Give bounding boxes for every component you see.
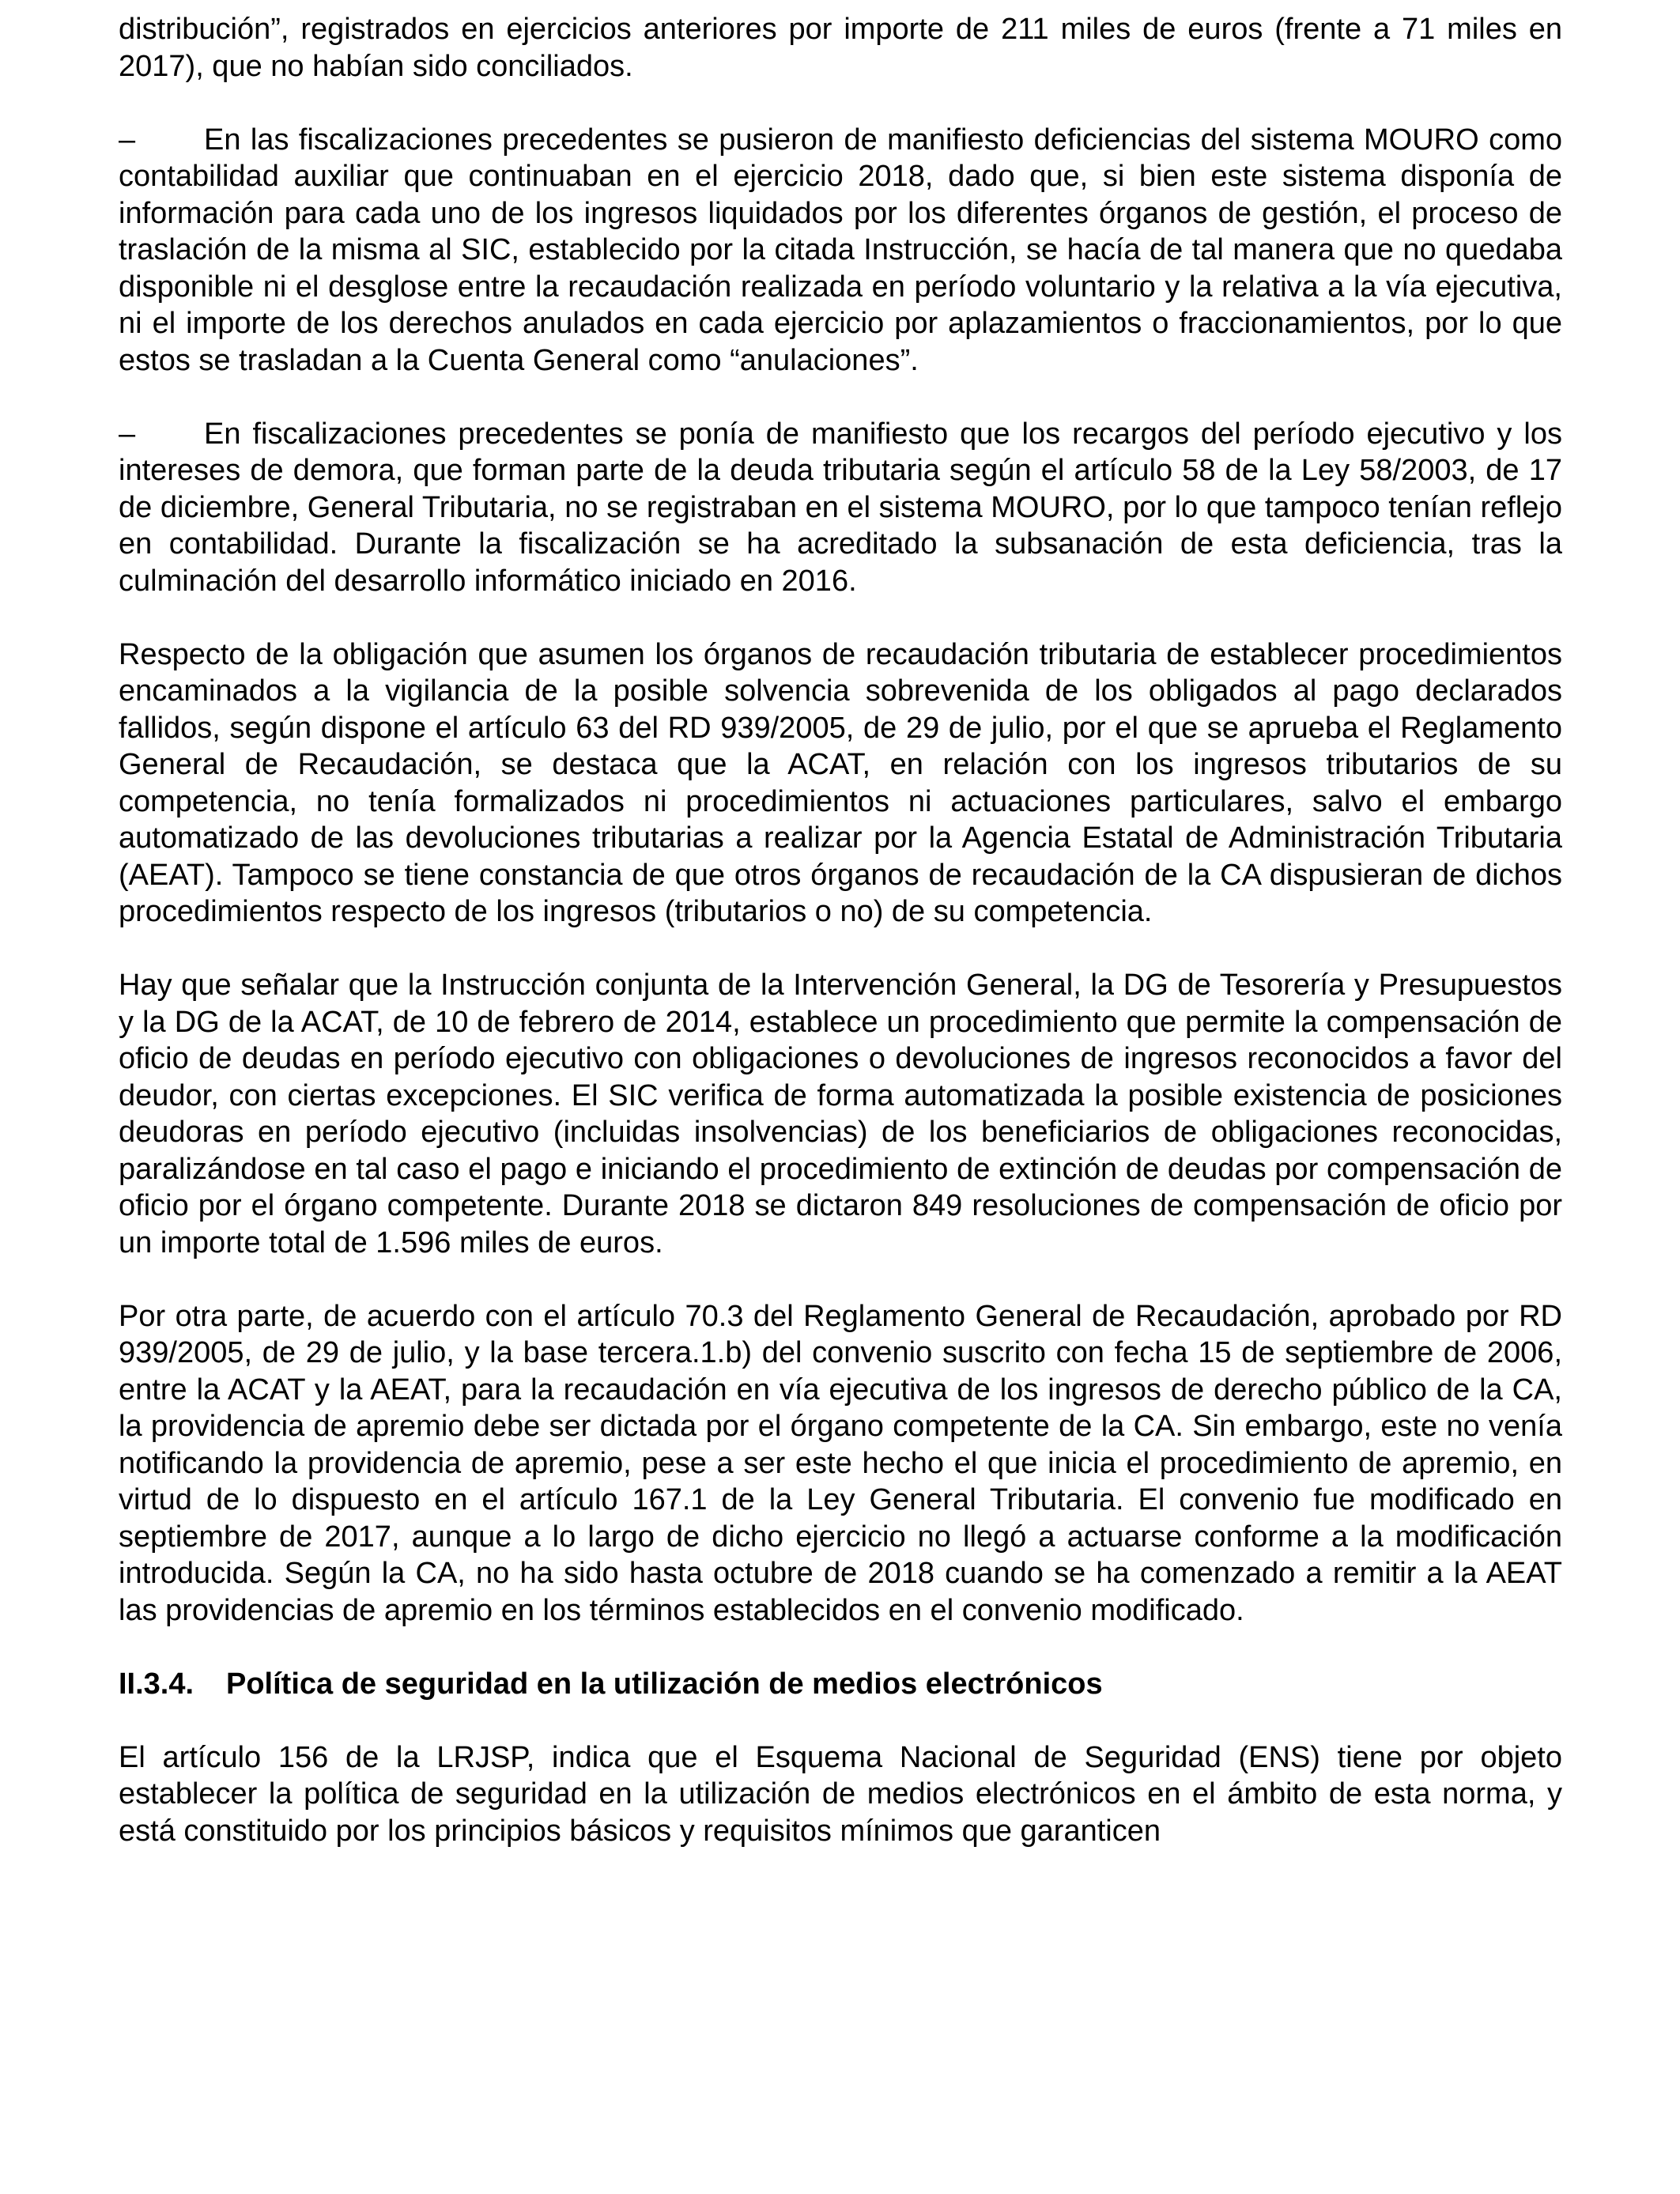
- bullet-text: En las fiscalizaciones precedentes se pusieron de manifiesto deficiencias del sistema MOURO como contabilidad auxiliar que continuaban en el ejercicio 2018, dado que, si bien este sistema disponía de información para cada uno de los ingresos liquidados por los diferentes órganos de gestión, el proceso de traslación de la misma al SIC, establecido por la citada Instrucción, se hacía de tal manera que no quedaba disponible ni el desglose entre la recaudación realizada en período voluntario y la relativa a la vía ejecutiva, ni el importe de los derechos anulados en cada ejercicio por aplazamientos o fraccionamientos, por lo que estos se trasladan a la Cuenta General como “anulaciones”.: [119, 123, 1562, 377]
- bullet-dash: –: [119, 417, 136, 451]
- paragraph-ens: El artículo 156 de la LRJSP, indica que el Esquema Nacional de Seguridad (ENS) tiene por objeto establecer la política de seguridad en la utilización de medios electrónicos en el ámbito de esta norma, y está constituido por los principios básicos y requisitos mínimos que garanticen: [119, 1740, 1562, 1848]
- section-number: II.3.4.: [119, 1667, 194, 1701]
- paragraph-compensacion: Hay que señalar que la Instrucción conjunta de la Intervención General, la DG de Tesorería y Presupuestos y la DG de la ACAT, de 10 de febrero de 2014, establece un procedimiento que permite la compensación de oficio de deudas en período ejecutivo con obligaciones o devoluciones de ingresos reconocidos a favor del deudor, con ciertas excepciones. El SIC verifica de forma automatizada la posible existencia de posiciones deudoras en período ejecutivo (incluidas insolvencias) de los beneficiarios de obligaciones reconocidas, paralizándose en tal caso el pago e iniciando el procedimiento de extinción de deudas por compensación de oficio por el órgano competente. Durante 2018 se dictaron 849 resoluciones de compensación de oficio por un importe total de 1.596 miles de euros.: [119, 969, 1562, 1259]
- bullet-paragraph-mouro-deficiencies: [119, 122, 1562, 380]
- bullet-dash: –: [119, 123, 136, 157]
- section-heading: [119, 1666, 1562, 1703]
- paragraph-providencia-apremio: Por otra parte, de acuerdo con el artículo 70.3 del Reglamento General de Recaudación, aprobado por RD 939/2005, de 29 de julio, y la base tercera.1.b) del convenio suscrito con fecha 15 de septiembre de 2006, entre la ACAT y la AEAT, para la recaudación en vía ejecutiva de los ingresos de derecho público de la CA, la providencia de apremio debe ser dictada por el órgano competente de la CA. Sin embargo, este no venía notificando la providencia de apremio, pese a ser este hecho el que inicia el procedimiento de apremio, en virtud de lo dispuesto en el artículo 167.1 de la Ley General Tributaria. El convenio fue modificado en septiembre de 2017, aunque a lo largo de dicho ejercicio no llegó a actuarse conforme a la modificación introducida. Según la CA, no ha sido hasta octubre de 2018 cuando se ha comenzado a remitir a la AEAT las providencias de apremio en los términos establecidos en el convenio modificado.: [119, 1299, 1562, 1627]
- paragraph-solvencia: Respecto de la obligación que asumen los órganos de recaudación tributaria de establecer procedimientos encaminados a la vigilancia de la posible solvencia sobrevenida de los obligados al pago declarados fallidos, según dispone el artículo 63 del RD 939/2005, de 29 de julio, por el que se aprueba el Reglamento General de Recaudación, se destaca que la ACAT, en relación con los ingresos tributarios de su competencia, no tenía formalizados ni procedimientos ni actuaciones particulares, salvo el embargo automatizado de las devoluciones tributarias a realizar por la Agencia Estatal de Administración Tributaria (AEAT). Tampoco se tiene constancia de que otros órganos de recaudación de la CA dispusieran de dichos procedimientos respecto de los ingresos (tributarios o no) de su competencia.: [119, 637, 1562, 928]
- bullet-text: En fiscalizaciones precedentes se ponía de manifiesto que los recargos del período ejecutivo y los intereses de demora, que forman parte de la deuda tributaria según el artículo 58 de la Ley 58/2003, de 17 de diciembre, General Tributaria, no se registraban en el sistema MOURO, por lo que tampoco tenían reflejo en contabilidad. Durante la fiscalización se ha acreditado la subsanación de esta deficiencia, tras la culminación del desarrollo informático iniciado en 2016.: [119, 417, 1562, 598]
- section-title: Política de seguridad en la utilización de medios electrónicos: [226, 1667, 1103, 1701]
- document-body: [119, 11, 1562, 1849]
- paragraph-continuation: distribución”, registrados en ejercicios anteriores por importe de 211 miles de euros (frente a 71 miles en 2017), que no habían sido conciliados.: [119, 13, 1562, 83]
- bullet-paragraph-recargos: [119, 416, 1562, 600]
